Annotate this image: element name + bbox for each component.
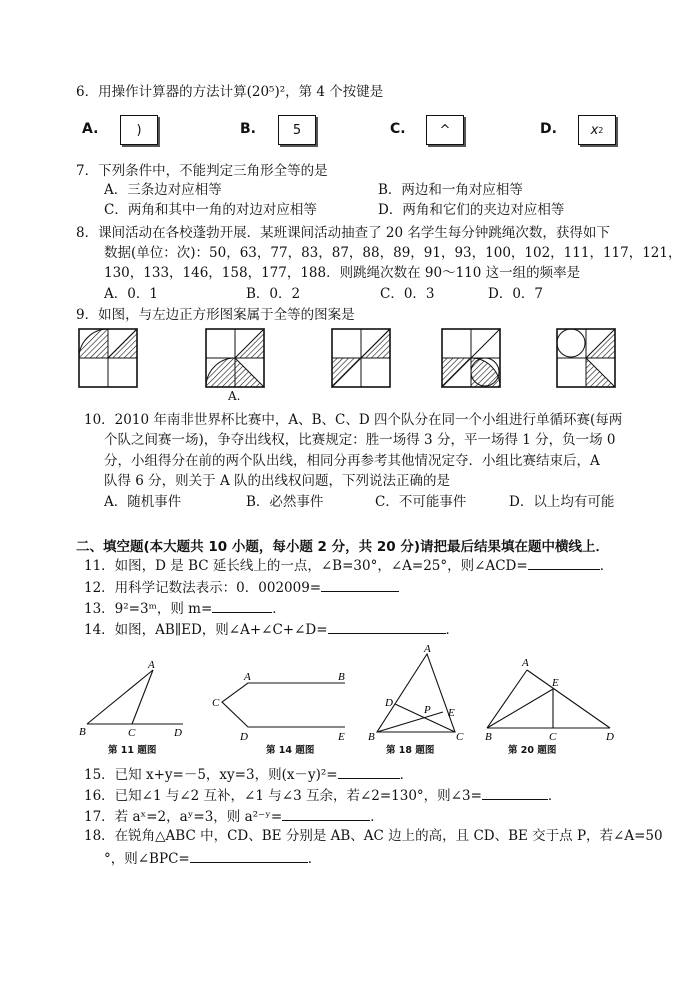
question-18-line2: °，则∠BPC= ．: [104, 851, 322, 867]
fig14-caption: 第 14 题图: [266, 745, 315, 756]
q10-option-a: A．随机事件: [104, 494, 182, 510]
fig18-label-e: E: [448, 707, 455, 719]
question-6-text: 6．用操作计算器的方法计算(20⁵)²，第 4 个按键是: [76, 84, 384, 100]
q10-option-b: B．必然事件: [246, 494, 324, 510]
q6-option-c-label: C.: [390, 121, 406, 137]
fig14-label-e: E: [338, 731, 345, 743]
q16-answer-blank[interactable]: [482, 786, 548, 800]
q8-option-c: C．0．3: [380, 286, 435, 302]
q8-option-d: D．0．7: [488, 286, 544, 302]
q6-option-b-label: B.: [240, 121, 256, 137]
question-17-text: 17．若 aˣ=2，aʸ=3，则 a²⁻ʸ=: [84, 809, 283, 825]
figure-20: [487, 670, 610, 728]
fig20-label-d: D: [606, 731, 614, 743]
q8-option-b: B．0．2: [246, 286, 301, 302]
q9-reference-square: [79, 329, 137, 387]
question-10-line3: 分，小组得分在前的两个队出线，相同分再参考其他情况定夺．小组比赛结束后，A: [104, 453, 600, 469]
q6-option-a-label: A.: [82, 121, 99, 137]
q6-option-b-key-text: 5: [292, 122, 302, 138]
question-15: 15．已知 x+y=－5，xy=3，则(x－y)²= ．: [84, 767, 414, 783]
q7-option-b: B．两边和一角对应相等: [378, 182, 523, 198]
q10-option-d: D．以上均有可能: [509, 494, 615, 510]
fig20-label-c: C: [549, 731, 557, 743]
q6-option-c-key-text: ^: [439, 122, 451, 138]
q9-option-c-square: [442, 329, 500, 387]
q6-option-a-key-text: ): [136, 122, 142, 138]
fig20-label-a: A: [522, 657, 529, 669]
q7-option-d: D．两角和它们的夹边对应相等: [378, 202, 565, 218]
figure-18: [377, 654, 455, 732]
question-7-text: 7．下列条件中，不能判定三角形全等的是: [76, 163, 328, 179]
fig18-label-d: D: [385, 697, 393, 709]
question-8-line2: 数据(单位：次)：50，63，77，83，87，88，89，91，93，100，102，111，117，121，: [104, 245, 682, 261]
fig20-label-e: E: [552, 677, 559, 689]
figure-11: [87, 670, 183, 724]
q9-option-d-square: [557, 329, 615, 387]
question-17: 17．若 aˣ=2，aʸ=3，则 a²⁻ʸ= ．: [84, 809, 384, 825]
question-11-text: 11．如图，D 是 BC 延长线上的一点，∠B=30°，∠A=25°，则∠ACD=: [84, 558, 528, 574]
fig11-label-b: B: [79, 726, 86, 738]
question-14: 14．如图，AB∥ED，则∠A+∠C+∠D= ．: [84, 622, 460, 638]
question-12: [84, 578, 399, 597]
fig11-label-d: D: [174, 727, 182, 739]
question-16: 16．已知∠1 与∠2 互补，∠1 与∠3 互余，若∠2=130°，则∠3= ．: [84, 788, 562, 804]
figure-14: [222, 683, 345, 727]
q17-answer-blank[interactable]: [282, 807, 370, 821]
fig18-label-b: B: [368, 731, 375, 743]
q12-answer-blank[interactable]: [321, 578, 399, 592]
q13-answer-blank[interactable]: [212, 599, 272, 613]
fig14-label-c: C: [212, 697, 220, 709]
question-10-line1: 10．2010 年南非世界杯比赛中，A、B、C、D 四个队分在同一个小组进行单循环赛(每两: [84, 412, 623, 428]
fig11-label-c: C: [128, 727, 136, 739]
q9-option-b-square: [332, 329, 390, 387]
fig14-label-a: A: [244, 671, 251, 683]
q7-option-a: A．三条边对应相等: [104, 182, 222, 198]
fig20-label-b: B: [485, 731, 492, 743]
question-10-line2: 个队之间赛一场)，争夺出线权，比赛规定：胜一场得 3 分，平一场得 1 分，负一场 0: [104, 432, 616, 448]
q9-option-a-label: A.: [228, 389, 241, 403]
q11-answer-blank[interactable]: [528, 556, 600, 570]
question-11: 11．如图，D 是 BC 延长线上的一点，∠B=30°，∠A=25°，则∠ACD= ．: [84, 558, 614, 574]
q6-option-d-key-text: x: [590, 122, 599, 138]
fig11-caption: 第 11 题图: [108, 745, 157, 756]
question-13: 13．9²=3ᵐ，则 m= ．: [84, 601, 286, 617]
q6-option-d-label: D.: [540, 121, 557, 137]
fig18-label-c: C: [456, 731, 464, 743]
question-12-text: 12．用科学记数法表示：0．002009=: [84, 580, 322, 596]
question-8-line3: 130，133，146，158，177，188．则跳绳次数在 90～110 这一组的频率是: [104, 265, 581, 281]
geometry-figures: [0, 640, 696, 760]
fig14-label-d: D: [240, 731, 248, 743]
q18-answer-blank[interactable]: [190, 849, 308, 863]
section-2-heading: 二、填空题(本大题共 10 小题，每小题 2 分，共 20 分)请把最后结果填在题中横线上．: [76, 539, 610, 555]
q9-option-a-square: [206, 329, 264, 387]
q7-option-c: C．两角和其中一角的对边对应相等: [104, 202, 317, 218]
fig20-caption: 第 20 题图: [508, 745, 557, 756]
q6-option-d-key-sup: 2: [598, 125, 604, 135]
question-16-text: 16．已知∠1 与∠2 互补，∠1 与∠3 互余，若∠2=130°，则∠3=: [84, 788, 482, 804]
question-13-text: 13．9²=3ᵐ，则 m=: [84, 601, 213, 617]
fig14-label-b: B: [338, 671, 345, 683]
question-10-line4: 队得 6 分，则关于 A 队的出线权问题，下列说法正确的是: [104, 473, 451, 489]
question-8-line1: 8．课间活动在各校蓬勃开展．某班课间活动抽查了 20 名学生每分钟跳绳次数，获得如下: [76, 225, 610, 241]
q15-answer-blank[interactable]: [338, 765, 400, 779]
q10-option-c: C．不可能事件: [375, 494, 467, 510]
question-18-line1: 18．在锐角△ABC 中，CD、BE 分别是 AB、AC 边上的高，且 CD、BE 交于点 P，若∠A=50: [84, 828, 663, 844]
fig18-caption: 第 18 题图: [386, 745, 435, 756]
fig11-label-a: A: [148, 659, 155, 671]
question-9-text: 9．如图，与左边正方形图案属于全等的图案是: [76, 307, 355, 323]
question-15-text: 15．已知 x+y=－5，xy=3，则(x－y)²=: [84, 767, 338, 783]
question-14-text: 14．如图，AB∥ED，则∠A+∠C+∠D=: [84, 622, 328, 638]
fig18-label-a: A: [424, 643, 431, 655]
q8-option-a: A．0．1: [104, 286, 158, 302]
q14-answer-blank[interactable]: [328, 620, 446, 634]
fig18-label-p: P: [424, 704, 431, 716]
question-18-text-2: °，则∠BPC=: [104, 851, 190, 867]
